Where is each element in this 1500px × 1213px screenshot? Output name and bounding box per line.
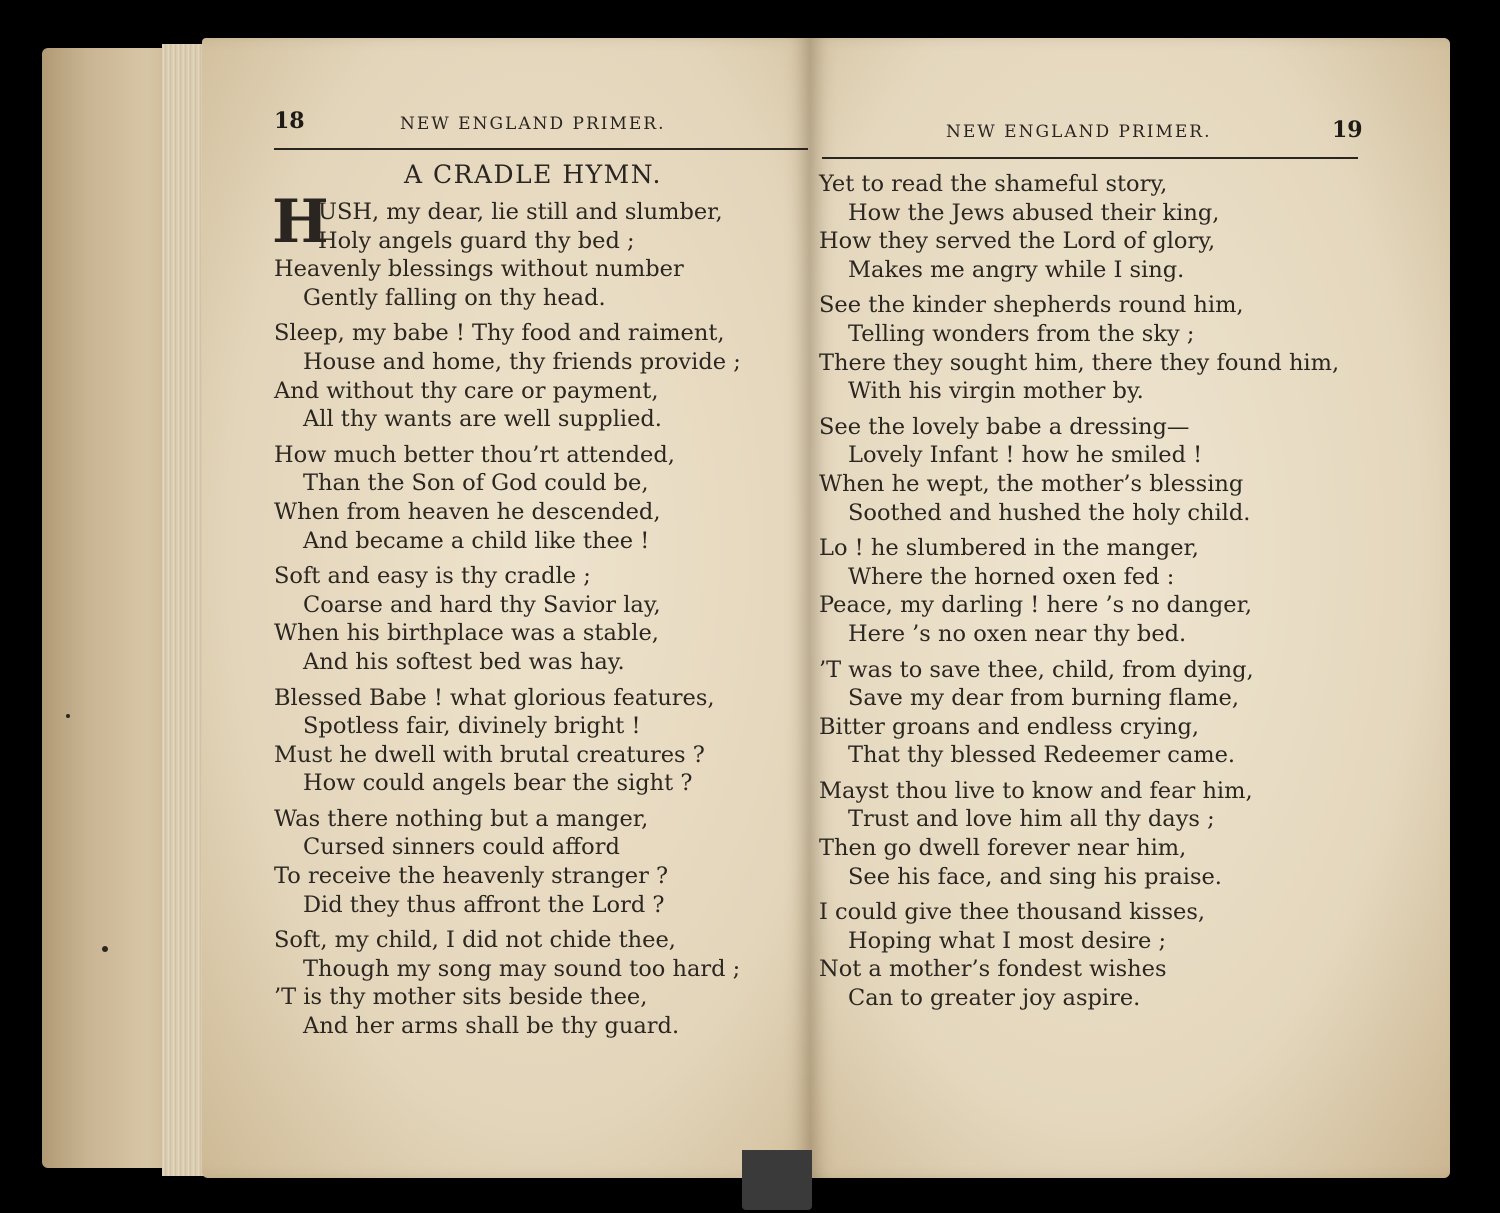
poem-line: Did they thus affront the Lord ? (303, 891, 665, 918)
poem-line: When his birthplace was a stable, (274, 620, 659, 647)
poem-line: Can to greater joy aspire. (848, 985, 1141, 1012)
stanza (274, 684, 804, 798)
poem-line: Telling wonders from the sky ; (848, 320, 1195, 347)
right-header-rule (822, 157, 1358, 159)
page-stain (66, 714, 70, 718)
poem-line: That thy blessed Redeemer came. (848, 742, 1236, 769)
poem-line: Must he dwell with brutal creatures ? (274, 741, 705, 768)
poem-line: Where the horned oxen fed : (848, 563, 1175, 590)
stanza (274, 805, 804, 919)
poem-line: House and home, thy friends provide ; (303, 348, 741, 375)
poem-line: Soothed and hushed the holy child. (848, 499, 1251, 526)
left-running-head: NEW ENGLAND PRIMER. (400, 114, 666, 134)
poem-line: Though my song may sound too hard ; (303, 955, 741, 982)
left-page (202, 38, 810, 1178)
poem-line: When he wept, the mother’s blessing (819, 470, 1244, 497)
poem-line: Was there nothing but a manger, (274, 805, 649, 832)
poem-line: To receive the heavenly stranger ? (274, 863, 669, 890)
poem-line: And without thy care or payment, (274, 377, 659, 404)
poem-line: Peace, my darling ! here ’s no danger, (819, 592, 1253, 619)
poem-line: Gently falling on thy head. (303, 284, 606, 311)
stanza (819, 413, 1379, 527)
poem-line: Blessed Babe ! what glorious features, (274, 684, 715, 711)
poem-line: Bitter groans and endless crying, (819, 713, 1200, 740)
stanza (819, 898, 1379, 1012)
stanza (819, 170, 1379, 284)
poem-line: When from heaven he descended, (274, 498, 661, 525)
poem-line: And became a child like thee ! (303, 527, 650, 554)
open-book (42, 38, 1454, 1178)
stanza (819, 534, 1379, 648)
left-header-rule (274, 148, 808, 150)
poem-line: Cursed sinners could afford (303, 834, 620, 861)
poem-line: Then go dwell forever near him, (819, 835, 1187, 862)
poem-line: Save my dear from burning flame, (848, 685, 1239, 712)
poem-line: There they sought him, there they found him, (819, 349, 1340, 376)
hymn-title: A CRADLE HYMN. (404, 160, 662, 189)
poem-line: ’T is thy mother sits beside thee, (274, 984, 648, 1011)
poem-line: ’T was to save thee, child, from dying, (819, 656, 1254, 683)
poem-line: How they served the Lord of glory, (819, 228, 1216, 255)
poem-line: Heavenly blessings without number (274, 256, 684, 283)
poem-line: I could give thee thousand kisses, (819, 899, 1206, 926)
poem-line: And his softest bed was hay. (303, 648, 625, 675)
poem-line: How much better thou’rt attended, (274, 441, 675, 468)
poem-line: Lovely Infant ! how he smiled ! (848, 442, 1203, 469)
right-page (810, 38, 1450, 1178)
stanza (274, 441, 804, 555)
stanza (819, 656, 1379, 770)
right-running-head: NEW ENGLAND PRIMER. (946, 122, 1212, 142)
poem-line: And her arms shall be thy guard. (303, 1013, 680, 1040)
poem-line: Trust and love him all thy days ; (848, 806, 1215, 833)
stanza (819, 291, 1379, 405)
poem-line: Soft and easy is thy cradle ; (274, 563, 591, 590)
page-stain (102, 946, 108, 952)
poem-line: USH, my dear, lie still and slumber, (318, 199, 723, 225)
poem-line: Coarse and hard thy Savior lay, (303, 591, 661, 618)
stanza (272, 187, 804, 312)
poem-line: How the Jews abused their king, (848, 199, 1220, 226)
stanza (274, 319, 804, 433)
poem-line: Soft, my child, I did not chide thee, (274, 927, 676, 954)
poem-line: With his virgin mother by. (848, 378, 1144, 405)
poem-line: Holy angels guard thy bed ; (318, 227, 635, 254)
poem-line: See the kinder shepherds round him, (819, 292, 1244, 319)
stanza (819, 777, 1379, 891)
stanza (274, 926, 804, 1040)
poem-line: See the lovely babe a dressing— (819, 413, 1190, 440)
drop-cap-letter: H (272, 187, 329, 257)
spine-ribbon (742, 1150, 812, 1210)
poem-line: Makes me angry while I sing. (848, 256, 1185, 283)
stanza (274, 562, 804, 676)
poem-line: Hoping what I most desire ; (848, 927, 1167, 954)
poem-line: Sleep, my babe ! Thy food and raiment, (274, 320, 725, 347)
right-page-number: 19 (1332, 117, 1363, 143)
poem-line: Lo ! he slumbered in the manger, (819, 535, 1199, 562)
poem-line: Mayst thou live to know and fear him, (819, 777, 1253, 804)
left-page-number: 18 (274, 108, 305, 134)
poem-line: Spotless fair, divinely bright ! (303, 713, 641, 740)
poem-line: Not a mother’s fondest wishes (819, 956, 1167, 983)
right-poem (819, 170, 1379, 1020)
poem-line: How could angels bear the sight ? (303, 770, 693, 797)
poem-line: Than the Son of God could be, (303, 470, 649, 497)
left-poem (272, 187, 804, 1048)
poem-line: Here ’s no oxen near thy bed. (848, 620, 1187, 647)
poem-line: All thy wants are well supplied. (303, 406, 662, 433)
poem-line: See his face, and sing his praise. (848, 863, 1222, 890)
poem-line: Yet to read the shameful story, (819, 171, 1168, 197)
